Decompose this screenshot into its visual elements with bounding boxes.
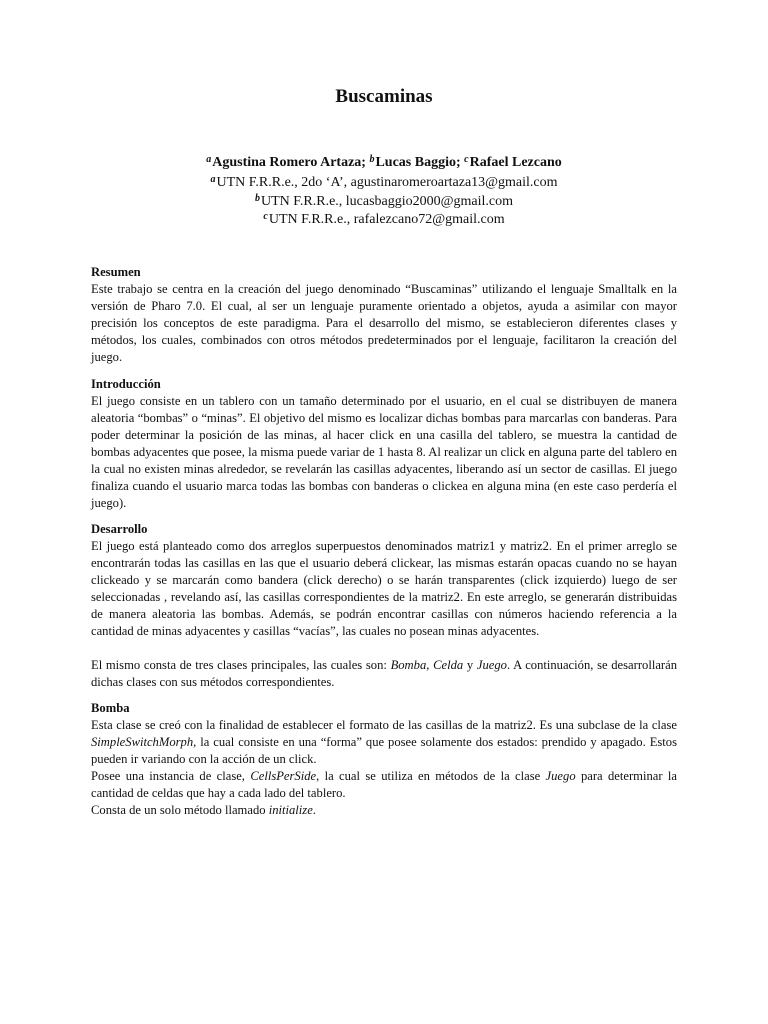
bomba-p3-text-a: Consta de un solo método llamado — [91, 803, 269, 817]
bomba-p2-text-a: Posee una instancia de clase, — [91, 769, 251, 783]
paragraph-desarrollo-classes — [91, 657, 677, 691]
affiliation-c — [0, 211, 768, 228]
paragraph-resumen: Este trabajo se centra en la creación del juego denominado “Buscaminas” utilizando el lenguaje Smalltalk en la versión de Pharo 7.0. El cual, al ser un lenguaje puramente orientado a objetos, ayuda a asimilar con mayor precisión los conceptos de este paradigma. Para el desarrollo del mismo, se establecieron diferentes clases y métodos, los cuales, combinados con otros métodos predeterminados por el lenguaje, facilitaron la creación del juego. — [91, 282, 677, 364]
author-sup-b: b — [369, 154, 375, 165]
classes-sep-1: , — [426, 658, 434, 672]
classes-sep-2: y — [463, 658, 477, 672]
bomba-p2-class: Juego — [545, 769, 576, 783]
class-name-bomba: Bomba — [390, 658, 427, 672]
affiliation-text-b: UTN F.R.R.e., lucasbaggio2000@gmail.com — [260, 194, 514, 209]
paragraph-bomba-2 — [91, 768, 677, 802]
bomba-p3-text-b: . — [312, 803, 316, 817]
class-name-juego: Juego — [476, 658, 507, 672]
affiliation-b — [0, 193, 768, 210]
paragraph-introduccion: El juego consiste en un tablero con un tamaño determinado por el usuario, en el cual se distribuyen de manera aleatoria “bombas” o “minas”. El objetivo del mismo es localizar dichas bombas para marcarlas con banderas. Para poder determinar la posición de las minas, al hacer click en una casilla del tablero, se muestra la cantidad de bombas adyacentes que posee, la misma puede variar de 1 hasta 8. Al realizar un click en alguna parte del tablero en la cual no existen minas alrededor, se revelarán las casillas adyacentes, liberando así un sector de casillas. El juego finaliza cuando el usuario marca todas las bombas con banderas o clickea en alguna mina (en este caso perdería el juego). — [91, 394, 677, 510]
class-name-celda: Celda — [433, 658, 464, 672]
classes-intro-text: El mismo consta de tres clases principales, las cuales son: — [91, 658, 391, 672]
affiliation-text-a: UTN F.R.R.e., 2do ‘A’, agustinaromeroartaza13@gmail.com — [216, 175, 558, 190]
affiliation-sup-a: a — [210, 174, 216, 185]
classes-outro-text: . A continuación, se desarrollarán dichas clases con sus métodos correspondientes. — [91, 658, 677, 689]
author-name-b: Lucas Baggio; — [375, 155, 461, 170]
author-sup-c: c — [464, 154, 469, 165]
author-line — [0, 154, 768, 171]
heading-resumen: Resumen — [91, 265, 141, 279]
affiliation-sup-b: b — [254, 193, 260, 204]
section-desarrollo — [91, 521, 677, 691]
section-introduccion — [91, 376, 677, 512]
heading-bomba: Bomba — [91, 701, 130, 715]
bomba-p3-method: initialize — [268, 803, 313, 817]
paragraph-bomba-3 — [91, 802, 677, 819]
affiliation-sup-c: c — [263, 211, 268, 222]
paragraph-bomba-1 — [91, 717, 677, 768]
author-name-c: Rafael Lezcano — [469, 155, 562, 170]
affiliation-a — [0, 174, 768, 191]
bomba-p2-text-c: para determinar la cantidad de celdas que hay a cada lado del tablero. — [91, 769, 677, 800]
section-resumen — [91, 264, 677, 366]
section-bomba — [91, 700, 677, 819]
bomba-p2-text-b: , la cual se utiliza en métodos de la clase — [316, 769, 546, 783]
heading-desarrollo: Desarrollo — [91, 522, 148, 536]
heading-introduccion: Introducción — [91, 377, 161, 391]
bomba-p1-text-b: , la cual consiste en una “forma” que posee solamente dos estados: prendido y apagado. Estos pueden ir variando con la acción de un click. — [91, 735, 677, 766]
affiliation-text-c: UTN F.R.R.e., rafalezcano72@gmail.com — [268, 212, 505, 227]
bomba-p2-var: CellsPerSide — [250, 769, 317, 783]
bomba-p1-class: SimpleSwitchMorph — [91, 735, 194, 749]
author-name-a: Agustina Romero Artaza; — [212, 155, 366, 170]
paragraph-desarrollo: El juego está planteado como dos arreglos superpuestos denominados matriz1 y matriz2. En el primer arreglo se encontrarán todas las casillas en las que el usuario deberá clickear, las mismas estarán opacas cuando no se hayan clickeado y se marcarán como bandera (click derecho) o se harán transparentes (click izquierdo) luego de ser seleccionadas , revelando así, las casillas correspondientes de la matriz2. En este arreglo, se generarán distribuidas de manera aleatoria las bombas. Además, se podrán encontrar casillas con números haciendo referencia a la cantidad de minas adyacentes y casillas “vacías”, las cuales no posean minas adyacentes. — [91, 539, 677, 638]
author-sup-a: a — [206, 154, 212, 165]
bomba-p1-text-a: Esta clase se creó con la finalidad de establecer el formato de las casillas de la matriz2. Es una subclase de la clase — [91, 718, 677, 732]
paper-title: Buscaminas — [335, 86, 433, 107]
